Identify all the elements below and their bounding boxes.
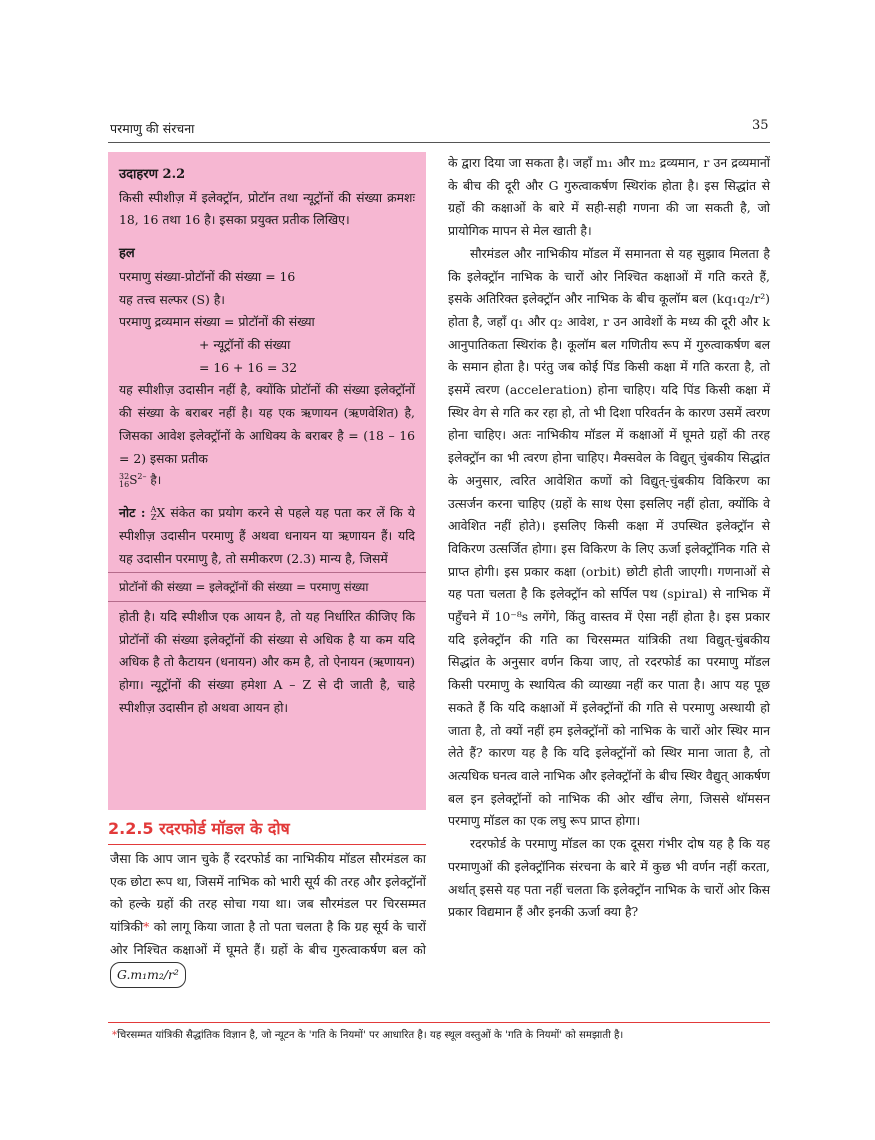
ion-symbol: 32 16 $S^{2-}$ है।: [119, 471, 162, 489]
solution-line: यह तत्त्व सल्फर (S) है।: [119, 291, 225, 307]
solution-explanation: यह स्पीशीज़ उदासीन नहीं है, क्योंकि प्रोटॉनों की संख्या इलेक्ट्रॉनों की संख्या के बराबर नहीं है। यह एक ऋणायन (ऋणवेशित) है, जिसका आवेश इलेक्ट्रॉनों के आधिक्य के बराबर है = (18 – 16 = 2) इसका प्रतीक: [119, 382, 415, 466]
note-label: नोट :: [119, 505, 146, 521]
example-box: [108, 152, 426, 810]
footnote-rule: [108, 1022, 770, 1023]
page-number: 35: [752, 118, 769, 133]
solution-line: = 16 + 16 = 32: [199, 359, 298, 375]
paragraph: के द्वारा दिया जा सकता है। जहाँ m₁ और m₂ द्रव्यमान, r उन द्रव्यमानों के बीच की दूरी और G गुरुत्वाकर्षण स्थिरांक होता है। इस सिद्धांत से ग्रहों की कक्षाओं के बारे में सही-सही गणना की जा सकती है, जो प्रायोगिक मापन से मेल खाती है।: [448, 155, 770, 239]
gravitation-formula: G.m₁m₂/r²: [110, 962, 186, 989]
footnote: *चिरसम्मत यांत्रिकी सैद्धांतिक विज्ञान है, जो न्यूटन के 'गति के नियमों' पर आधारित है। यह स्थूल वस्तुओं के 'गति के नियमों' को समझाती है।: [112, 1030, 624, 1041]
solution-label: हल: [119, 246, 135, 262]
note-divider: [108, 572, 426, 573]
solution-line: परमाणु द्रव्यमान संख्या = प्रोटॉनों की संख्या: [119, 314, 315, 330]
note-paragraph: नोट : A Z X संकेत का प्रयोग करने से पहले यह पता कर लें कि ये स्पीशीज़ उदासीन परमाणु हैं अथवा धनायन या ऋणायन हैं। यदि यह उदासीन परमाणु है, तो समीकरण (2.3) मान्य है, जिसमें: [119, 504, 415, 566]
header-rule: [108, 142, 770, 143]
example-question: किसी स्पीशीज़ में इलेक्ट्रॉन, प्रोटॉन तथा न्यूट्रॉनों की संख्या क्रमशः 18, 16 तथा 16 है। इसका प्रयुक्त प्रतीक लिखिए।: [119, 189, 415, 228]
chapter-title: परमाणु की संरचना: [110, 121, 195, 136]
paragraph: रदरफोर्ड के परमाणु मॉडल का एक दूसरा गंभीर दोष यह है कि यह परमाणुओं की इलेक्ट्रॉनिक संरचना के बारे में कुछ भी वर्णन नहीं करता, अर्थात् इससे यह पता नहीं चलता कि इलेक्ट्रॉन नाभिक के चारों ओर किस प्रकार विद्यमान हैं और इनकी ऊर्जा क्या है?: [448, 836, 770, 920]
solution-line: + न्यूट्रॉनों की संख्या: [199, 337, 291, 353]
note-divider: [108, 601, 426, 602]
right-column-text: [448, 152, 770, 924]
solution-line: परमाणु संख्या-प्रोटॉनों की संख्या = 16: [119, 268, 296, 284]
note-equation: प्रोटॉनों की संख्या = इलेक्ट्रॉनों की संख्या = परमाणु संख्या: [119, 580, 369, 595]
example-title: उदाहरण 2.2: [119, 167, 186, 182]
paragraph: सौरमंडल और नाभिकीय मॉडल में समानता से यह सुझाव मिलता है कि इलेक्ट्रॉन नाभिक के चारों ओर निश्चित कक्षाओं में गति करते हैं, इसके अतिरिक्त इलेक्ट्रॉन और नाभिक के बीच कूलॉम बल (kq₁q₂/r²) होता है, जहाँ q₁ और q₂ आवेश, r उन आवेशों के मध्य की दूरी और k आनुपातिकता स्थिरांक है। कूलॉम बल गणितीय रूप में गुरुत्वाकर्षण बल के समान होता है। परंतु जब कोई पिंड किसी कक्षा में गति करता है, तो इसमें त्वरण (acceleration) होना चाहिए। यदि पिंड किसी कक्षा में स्थिर वेग से गति कर रहा हो, तो भी दिशा परिवर्तन के कारण उसमें त्वरण होना चाहिए। अतः नाभिकीय मॉडल में कक्षाओं में घूमते ग्रहों की तरह इलेक्ट्रॉन का भी त्वरण होना चाहिए। मैक्सवेल के विद्युत् चुंबकीय सिद्धांत के अनुसार, त्वरित आवेशित कणों को विद्युत्-चुंबकीय विकिरण का उत्सर्जन करना चाहिए (ग्रहों के साथ ऐसा इसलिए नहीं होता, क्योंकि वे आवेशित नहीं होते)। इसलिए किसी कक्षा में उपस्थित इलेक्ट्रॉन से विकिरण उत्सर्जित होगा। इस विकिरण के लिए ऊर्जा इलेक्ट्रॉनिक गति से प्राप्त होगी। इस प्रकार कक्षा (orbit) छोटी होती जाएगी। गणनाओं से यह पता चलता है कि इलेक्ट्रॉन को सर्पिल पथ (spiral) से नाभिक में पहुँचने में 10⁻⁸s लगेंगे, किंतु वास्तव में ऐसा नहीं होता है। इस प्रकार यदि इलेक्ट्रॉन की गति का चिरसम्मत यांत्रिकी तथा विद्युत्-चुंबकीय सिद्धांत के अनुसार वर्णन किया जाए, तो रदरफोर्ड का परमाणु मॉडल किसी परमाणु के स्थायित्व की व्याख्या नहीं कर पाता है। आप यह पूछ सकते हैं कि यदि कक्षाओं में इलेक्ट्रॉनों की गति से परमाणु अस्थायी हो जाता है, तो क्यों नहीं हम इलेक्ट्रॉनों को नाभिक के चारों ओर स्थिर मान लेते हैं? कारण यह है कि यदि इलेक्ट्रॉनों को स्थिर माना जाता है, तो अत्यधिक घनत्व वाले नाभिक और इलेक्ट्रॉनों के बीच स्थिर वैद्युत् आकर्षण बल इन इलेक्ट्रॉनों को नाभिक की ओर खींच लेगा, जिससे थॉमसन परमाणु मॉडल का एक लघु रूप प्राप्त होगा।: [448, 245, 770, 829]
section-title: 2.2.5 रदरफोर्ड मॉडल के दोष: [108, 815, 426, 845]
left-column-text: जैसा कि आप जान चुके हैं रदरफोर्ड का नाभिकीय मॉडल सौरमंडल का एक छोटा रूप था, जिसमें नाभिक को भारी सूर्य की तरह और इलेक्ट्रॉनों को हल्के ग्रहों की तरह सोचा गया था। जब सौरमंडल पर चिरसम्मत यांत्रिकी* को लागू किया जाता है तो पता चलता है कि ग्रह सूर्य के चारों ओर निश्चित कक्षाओं में घूमते हैं। ग्रहों के बीच गुरुत्वाकर्षण बल को G.m₁m₂/r²: [110, 848, 426, 988]
note-continuation: होती है। यदि स्पीशीज एक आयन है, तो यह निर्धारित कीजिए कि प्रोटॉनों की संख्या इलेक्ट्रॉनों की संख्या से अधिक है या कम यदि अधिक है तो कैटायन (धनायन) और कम है, तो ऐनायन (ऋणायन) होगा। न्यूट्रॉनों की संख्या हमेशा A – Z से दी जाती है, चाहे स्पीशीज़ उदासीन हो अथवा आयन हो।: [119, 608, 415, 715]
